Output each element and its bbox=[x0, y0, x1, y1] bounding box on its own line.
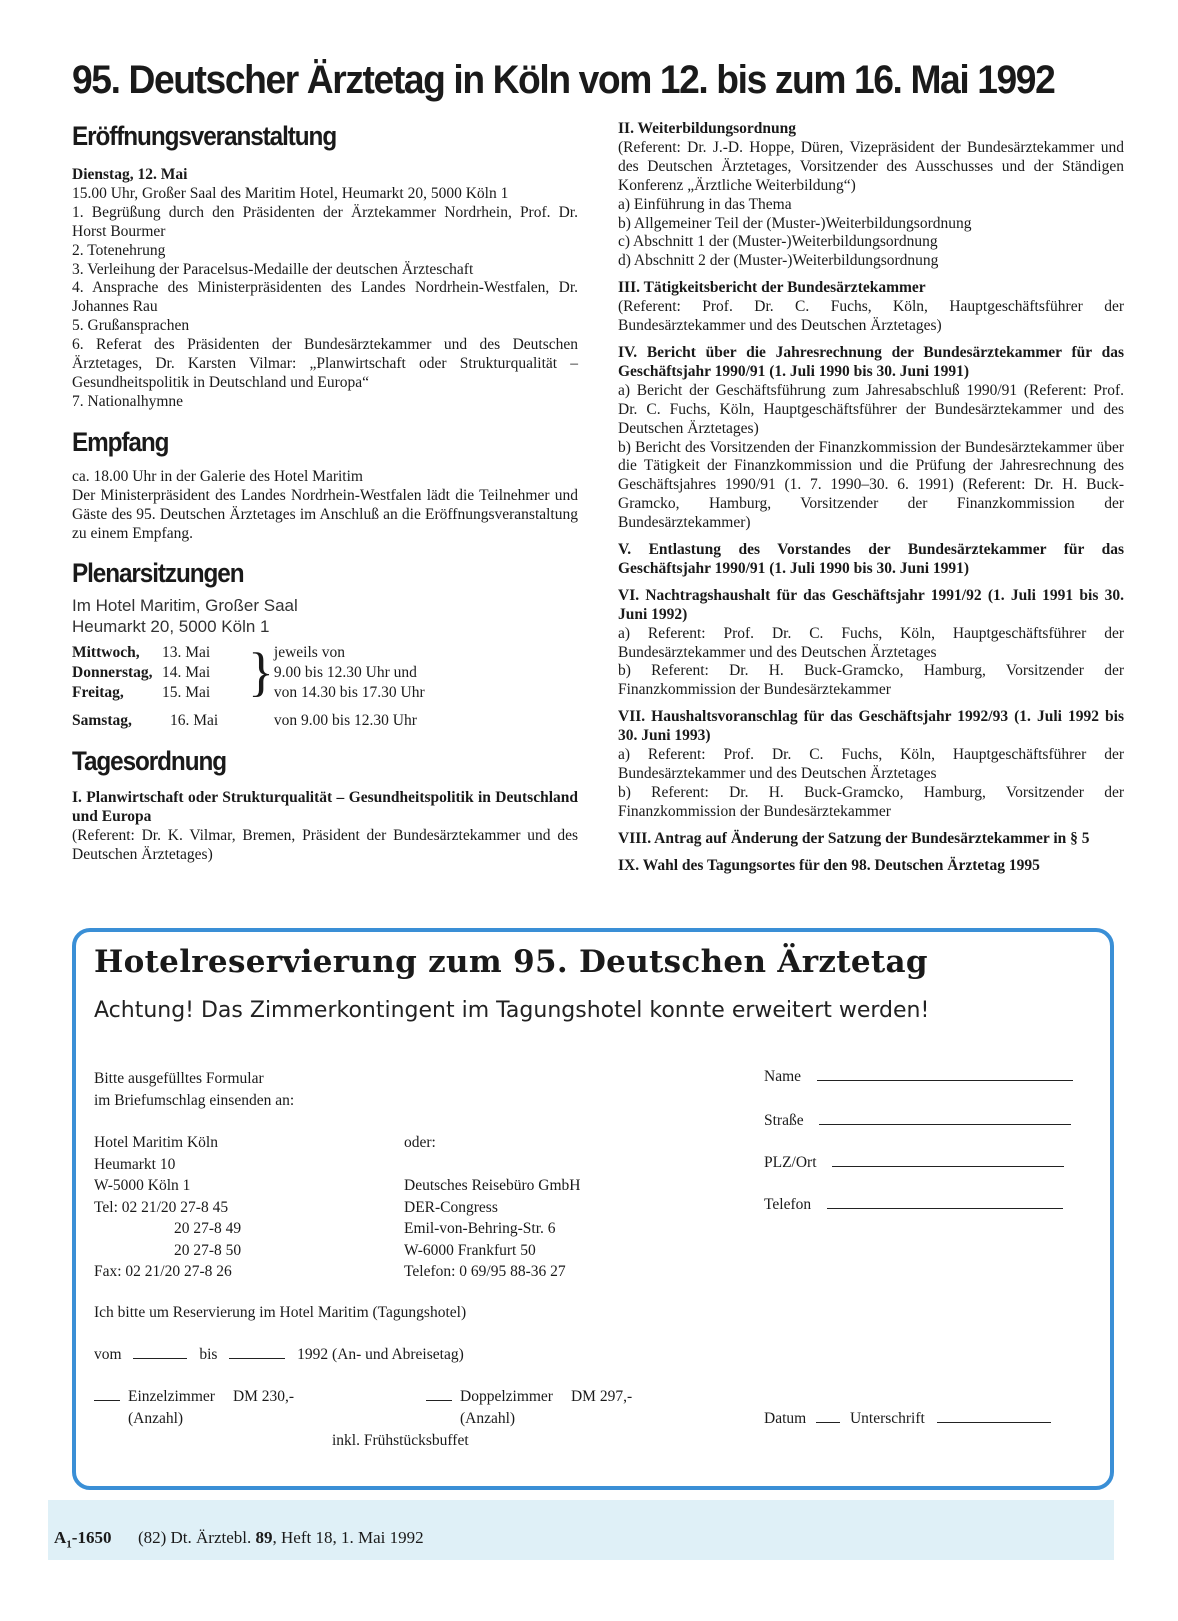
agenda-vi bbox=[618, 587, 1124, 700]
field-label: Name bbox=[764, 1068, 802, 1085]
brace-glyph: } bbox=[248, 642, 274, 703]
plenar-section bbox=[72, 557, 578, 731]
phone-field[interactable] bbox=[764, 1194, 1063, 1216]
tagesordnung-section bbox=[72, 745, 578, 865]
eroeffnung-line: 2. Totenehrung bbox=[72, 241, 166, 259]
address-der-congress bbox=[404, 1132, 581, 1283]
empfang-line: Der Ministerpräsident des Landes Nordrhein-Westfalen lädt die Teilnehmer und Gäste des 95. Deutschen Ärztetages im Anschluß an die Eröffnungsveranstaltung zu einem Empfang. bbox=[72, 486, 578, 542]
agenda-item-ref: (Referent: Prof. Dr. C. Fuchs, Köln, Hauptgeschäftsführer der Bundesärztekammer und des Deutschen Ärztetages) bbox=[618, 298, 1124, 335]
day-name: Samstag, bbox=[72, 712, 132, 730]
eroeffnung-line: 6. Referat des Präsidenten der Bundesärztekammer und des Deutschen Ärztetages, Dr. Karsten Vilmar: „Planwirtschaft oder Strukturqualität – Gesundheitspolitik in Deutschland und Europa“ bbox=[72, 336, 578, 391]
hotel-reservation-form bbox=[72, 928, 1114, 1490]
plz-field[interactable] bbox=[764, 1152, 1064, 1174]
request-line: Ich bitte um Reservierung im Hotel Maritim (Tagungshotel) bbox=[94, 1304, 467, 1321]
eroeffnung-day: Dienstag, 12. Mai bbox=[72, 166, 188, 183]
departure-input-line[interactable] bbox=[229, 1346, 285, 1359]
address-line: Heumarkt 10 bbox=[94, 1155, 176, 1173]
agenda-subitem: c) Abschnitt 1 der (Muster-)Weiterbildungsordnung bbox=[618, 233, 938, 251]
name-input-line[interactable] bbox=[817, 1068, 1073, 1081]
time-line: von 9.00 bis 12.30 Uhr bbox=[273, 712, 417, 730]
single-room-label: Einzelzimmer bbox=[128, 1388, 215, 1405]
anzahl-label: (Anzahl) bbox=[460, 1409, 516, 1427]
field-label: Straße bbox=[764, 1112, 804, 1129]
vom-label: vom bbox=[94, 1346, 122, 1363]
agenda-item-title: V. Entlastung des Vorstandes der Bundesärztekammer für das Geschäftsjahr 1990/91 (1. Juli 1990 bis 30. Juni 1991) bbox=[618, 541, 1124, 577]
instruction-line: Bitte ausgefülltes Formular bbox=[94, 1070, 264, 1087]
field-label: Telefon bbox=[764, 1196, 812, 1213]
day-name: Mittwoch, bbox=[72, 644, 140, 662]
street-input-line[interactable] bbox=[819, 1112, 1071, 1125]
empfang-section bbox=[72, 426, 578, 544]
agenda-subitem: b) Allgemeiner Teil der (Muster-)Weiterbildungsordnung bbox=[618, 214, 972, 232]
time-line: jeweils von bbox=[273, 644, 345, 662]
agenda-subitem: b) Bericht des Vorsitzenden der Finanzkommission der Bundesärztekammer über die Tätigkeit der Finanzkommission und die Prüfung der Jahresrechnung des Geschäftsjahres 1990/91 (1. 7. 1990–30. 6. 1991) (Referent: Dr. H. Buck-Gramcko, Hamburg, Vorsitzender der Finanzkommission der Bundesärztekammer) bbox=[618, 438, 1124, 532]
page-title: 95. Deutscher Ärztetag in Köln vom 12. bis zum 16. Mai 1992 bbox=[72, 58, 1055, 102]
agenda-item-title: IV. Bericht über die Jahresrechnung der Bundesärztekammer für das Geschäftsjahr 1990/91 (1. Juli 1990 bis 30. Juni 1991) bbox=[618, 343, 1124, 380]
hotel-subtitle: Achtung! Das Zimmerkontingent im Tagungshotel konnte erweitert werden! bbox=[94, 998, 930, 1023]
agenda-item-title: VI. Nachtragshaushalt für das Geschäftsjahr 1991/92 (1. Juli 1991 bis 30. Juni 1992) bbox=[618, 586, 1124, 623]
empfang-line: ca. 18.00 Uhr in der Galerie des Hotel Maritim bbox=[72, 467, 363, 485]
plenar-address: Heumarkt 20, 5000 Köln 1 bbox=[72, 617, 270, 637]
agenda-subitem: b) Referent: Dr. H. Buck-Gramcko, Hamburg, Vorsitzender der Finanzkommission der Bundesärztekammer bbox=[618, 783, 1124, 820]
agenda-item-title: I. Planwirtschaft oder Strukturqualität – Gesundheitspolitik in Deutschland und Europa bbox=[72, 789, 578, 826]
street-field[interactable] bbox=[764, 1110, 1071, 1132]
agenda-subitem: d) Abschnitt 2 der (Muster-)Weiterbildungsordnung bbox=[618, 252, 939, 270]
address-line: Hotel Maritim Köln bbox=[94, 1134, 218, 1151]
footer-citation bbox=[54, 1528, 424, 1550]
agenda-ix bbox=[618, 857, 1124, 876]
agenda-subitem: b) Referent: Dr. H. Buck-Gramcko, Hamburg, Vorsitzender der Finanzkommission der Bundesärztekammer bbox=[618, 662, 1124, 699]
address-hotel-maritim bbox=[94, 1132, 241, 1283]
address-line: Deutsches Reisebüro GmbH bbox=[404, 1177, 581, 1194]
address-line: 20 27-8 50 bbox=[174, 1241, 242, 1259]
agenda-item-ref: (Referent: Dr. K. Vilmar, Bremen, Präsident der Bundesärztekammer und des Deutschen Ärztetages) bbox=[72, 827, 578, 864]
plenar-location: Im Hotel Maritim, Großer Saal bbox=[72, 596, 298, 616]
address-line: Telefon: 0 69/95 88-36 27 bbox=[404, 1263, 566, 1280]
agenda-v bbox=[618, 541, 1124, 579]
agenda-item-ref: (Referent: Dr. J.-D. Hoppe, Düren, Vizepräsident der Bundesärztekammer und des Deutschen Ärztetages, Vorsitzender des Ausschusses und der Ständigen Konferenz „Ärztliche Weiterbildung“) bbox=[618, 138, 1124, 194]
agenda-item-title: IX. Wahl des Tagungsortes für den 98. Deutschen Ärztetag 1995 bbox=[618, 856, 1040, 874]
agenda-item-title: VIII. Antrag auf Änderung der Satzung der Bundesärztekammer in § 5 bbox=[618, 829, 1090, 847]
signature-input-line[interactable] bbox=[937, 1410, 1051, 1423]
address-line: 20 27-8 49 bbox=[174, 1220, 242, 1237]
single-count-line[interactable] bbox=[94, 1388, 120, 1401]
bis-label: bis bbox=[199, 1346, 218, 1363]
time-line: von 14.30 bis 17.30 Uhr bbox=[273, 684, 425, 702]
field-label: PLZ/Ort bbox=[764, 1154, 817, 1171]
arrival-input-line[interactable] bbox=[133, 1346, 187, 1359]
tagesordnung-heading: Tagesordnung bbox=[72, 746, 226, 777]
page-footer bbox=[48, 1500, 1114, 1560]
agenda-ii bbox=[618, 120, 1124, 271]
day-name: Donnerstag, bbox=[72, 664, 153, 682]
agenda-viii bbox=[618, 830, 1124, 849]
name-field[interactable] bbox=[764, 1066, 1073, 1088]
double-count-line[interactable] bbox=[426, 1388, 452, 1401]
oder-label: oder: bbox=[404, 1134, 436, 1151]
eroeffnung-line: 1. Begrüßung durch den Präsidenten der Ärztekammer Nordrhein, Prof. Dr. Horst Bourmer bbox=[72, 203, 578, 240]
hotel-title: Hotelreservierung zum 95. Deutschen Ärztetag bbox=[94, 944, 928, 980]
date-label: Datum bbox=[764, 1410, 807, 1427]
address-line: Tel: 02 21/20 27-8 45 bbox=[94, 1198, 229, 1216]
agenda-subitem: a) Bericht der Geschäftsführung zum Jahresabschluß 1990/91 (Referent: Prof. Dr. C. Fuchs, Köln, Hauptgeschäftsführer der Bundesärztekammer und des Deutschen Ärztetages) bbox=[618, 381, 1124, 437]
date-input-line[interactable] bbox=[816, 1410, 840, 1423]
eroeffnung-line: 5. Grußansprachen bbox=[72, 317, 190, 335]
agenda-item-title: III. Tätigkeitsbericht der Bundesärztekammer bbox=[618, 279, 926, 297]
phone-input-line[interactable] bbox=[827, 1196, 1063, 1209]
single-room-option[interactable] bbox=[94, 1386, 294, 1429]
signature-label: Unterschrift bbox=[849, 1410, 925, 1427]
eroeffnung-section bbox=[72, 120, 578, 412]
agenda-subitem: a) Einführung in das Thema bbox=[618, 195, 792, 213]
instruction-line: im Briefumschlag einsenden an: bbox=[94, 1091, 295, 1109]
agenda-item-title: II. Weiterbildungsordnung bbox=[618, 120, 797, 137]
empfang-heading: Empfang bbox=[72, 426, 169, 457]
day-date: 14. Mai bbox=[162, 664, 211, 682]
agenda-iv bbox=[618, 344, 1124, 533]
anzahl-label: (Anzahl) bbox=[128, 1409, 184, 1427]
eroeffnung-line: 4. Ansprache des Ministerpräsidenten des Landes Nordrhein-Westfalen, Dr. Johannes Rau bbox=[72, 279, 578, 316]
instructions bbox=[94, 1068, 294, 1111]
day-date: 16. Mai bbox=[170, 712, 219, 730]
double-room-price: DM 297,- bbox=[570, 1388, 633, 1405]
agenda-subitem: a) Referent: Prof. Dr. C. Fuchs, Köln, Hauptgeschäftsführer der Bundesärztekammer und des Deutschen Ärztetages bbox=[618, 624, 1124, 661]
signature-row[interactable] bbox=[764, 1408, 1051, 1430]
page-subscript: 1 bbox=[66, 1538, 72, 1551]
agenda-item-title: VII. Haushaltsvoranschlag für das Geschäftsjahr 1992/93 (1. Juli 1992 bis 30. Juni 1993) bbox=[618, 708, 1124, 745]
page-number: -1650 bbox=[71, 1528, 112, 1547]
journal-issue: , Heft 18, 1. Mai 1992 bbox=[272, 1528, 424, 1547]
double-room-option[interactable] bbox=[426, 1386, 632, 1429]
eroeffnung-line: 15.00 Uhr, Großer Saal des Maritim Hotel, Heumarkt 20, 5000 Köln 1 bbox=[72, 184, 509, 202]
year-label: 1992 (An- und Abreisetag) bbox=[297, 1346, 464, 1363]
journal-name: (82) Dt. Ärztebl. bbox=[137, 1528, 252, 1547]
address-line: W-6000 Frankfurt 50 bbox=[404, 1241, 536, 1259]
agenda-subitem: a) Referent: Prof. Dr. C. Fuchs, Köln, Hauptgeschäftsführer der Bundesärztekammer und des Deutschen Ärztetages bbox=[618, 746, 1124, 782]
agenda-iii bbox=[618, 279, 1124, 336]
address-line: W-5000 Köln 1 bbox=[94, 1177, 191, 1194]
double-room-label: Doppelzimmer bbox=[460, 1388, 553, 1405]
day-date: 13. Mai bbox=[162, 644, 211, 662]
agenda-vii bbox=[618, 708, 1124, 821]
eroeffnung-line: 7. Nationalhymne bbox=[72, 392, 184, 410]
time-line: 9.00 bis 12.30 Uhr und bbox=[273, 664, 417, 682]
address-line: DER-Congress bbox=[404, 1198, 498, 1216]
eroeffnung-heading: Eröffnungsveranstaltung bbox=[72, 121, 337, 151]
journal-volume: 89 bbox=[255, 1528, 273, 1547]
plenar-heading: Plenarsitzungen bbox=[72, 558, 244, 589]
plz-input-line[interactable] bbox=[832, 1154, 1064, 1167]
eroeffnung-line: 3. Verleihung der Paracelsus-Medaille der deutschen Ärzteschaft bbox=[72, 260, 474, 278]
day-name: Freitag, bbox=[72, 684, 124, 702]
page-letter: A bbox=[54, 1528, 67, 1547]
day-date: 15. Mai bbox=[162, 684, 211, 702]
breakfast-note: inkl. Frühstücksbuffet bbox=[332, 1432, 469, 1449]
date-range[interactable] bbox=[94, 1344, 464, 1366]
left-column bbox=[72, 120, 578, 873]
address-line: Emil-von-Behring-Str. 6 bbox=[404, 1220, 556, 1237]
single-room-price: DM 230,- bbox=[232, 1388, 295, 1405]
plenar-schedule bbox=[72, 643, 425, 731]
right-column bbox=[618, 120, 1124, 884]
address-line: Fax: 02 21/20 27-8 26 bbox=[94, 1263, 232, 1280]
